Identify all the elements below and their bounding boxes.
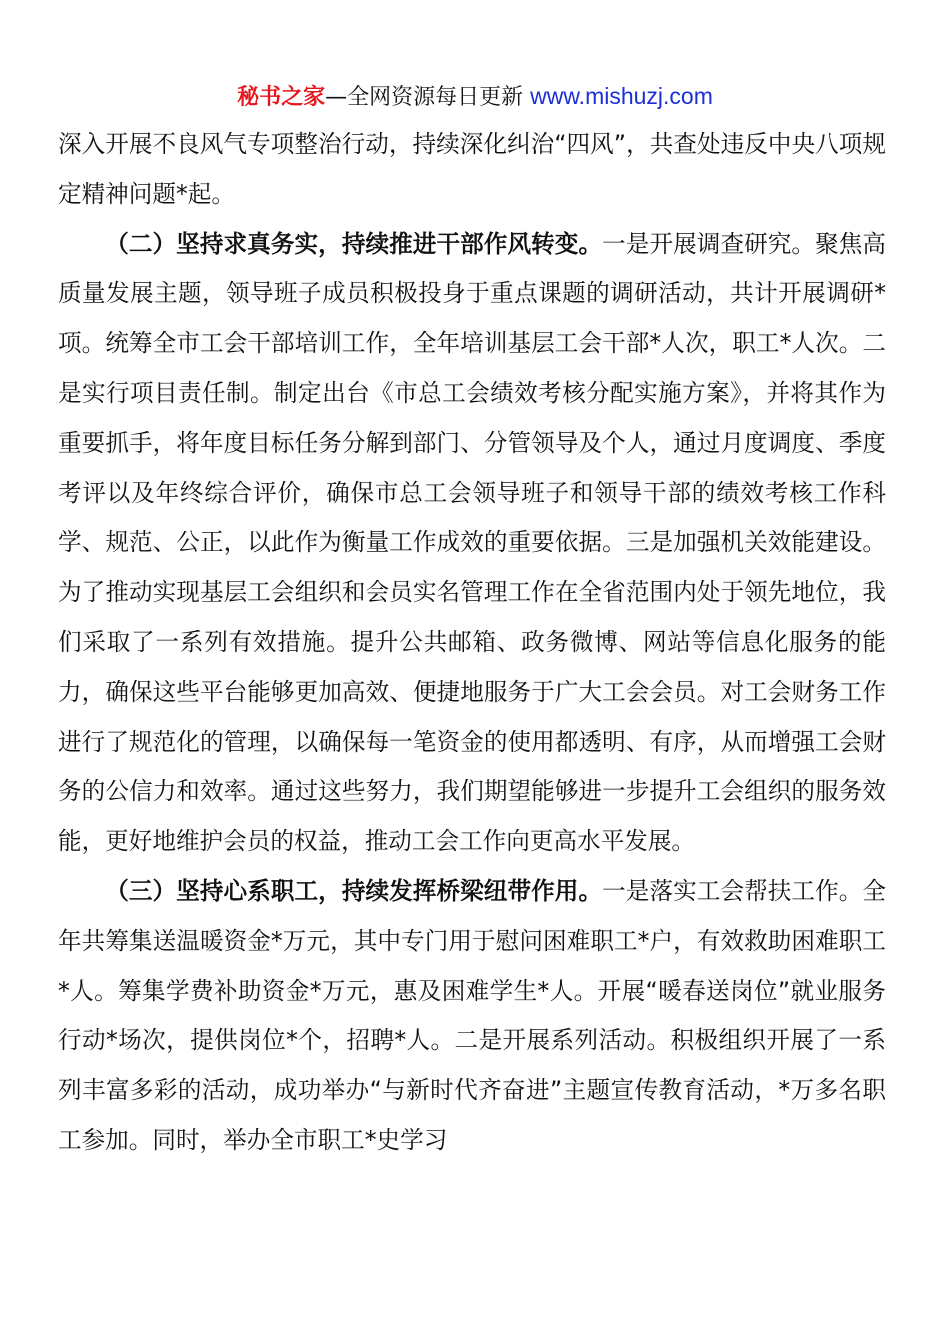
site-banner bbox=[0, 80, 950, 114]
paragraph-text: 一是开展调查研究。聚焦高质量发展主题，领导班子成员积极投身于重点课题的调研活动，共计开展调研*项。统筹全市工会干部培训工作，全年培训基层工会干部*人次，职工*人次。二是实行项目责任制。制定出台《市总工会绩效考核分配实施方案》，并将其作为重要抓手，将年度目标任务分解到部门、分管领导及个人，通过月度调度、季度考评以及年终综合评价，确保市总工会领导班子和领导干部的绩效考核工作科学、规范、公正，以此作为衡量工作成效的重要依据。三是加强机关效能建设。为了推动实现基层工会组织和会员实名管理工作在全省范围内处于领先地位，我们采取了一系列有效措施。提升公共邮箱、政务微博、网站等信息化服务的能力，确保这些平台能够更加高效、便捷地服务于广大工会会员。对工会财务工作进行了规范化的管理，以确保每一笔资金的使用都透明、有序，从而增强工会财务的公信力和效率。通过这些努力，我们期望能够进一步提升工会组织的服务效能，更好地维护会员的权益，推动工会工作向更高水平发展。 bbox=[58, 229, 887, 856]
section-heading: （二）坚持求真务实，持续推进干部作风转变。 bbox=[105, 229, 603, 258]
document-body bbox=[58, 120, 886, 1166]
site-tagline: —全网资源每日更新 bbox=[325, 85, 531, 110]
paragraph-section-2 bbox=[58, 220, 886, 867]
paragraph-continuation bbox=[58, 120, 886, 220]
paragraph-section-3 bbox=[58, 867, 886, 1166]
paragraph-text: 深入开展不良风气专项整治行动，持续深化纠治“四风”，共查处违反中央八项规定精神问题*起。 bbox=[58, 130, 886, 208]
section-heading: （三）坚持心系职工，持续发挥桥梁纽带作用。 bbox=[105, 876, 603, 905]
site-brand: 秘书之家 bbox=[237, 85, 326, 110]
paragraph-text: 一是落实工会帮扶工作。全年共筹集送温暖资金*万元，其中专门用于慰问困难职工*户，有效救助困难职工*人。筹集学费补助资金*万元，惠及困难学生*人。开展“暖春送岗位”就业服务行动*场次，提供岗位*个，招聘*人。二是开展系列活动。积极组织开展了一系列丰富多彩的活动，成功举办“与新时代齐奋进”主题宣传教育活动，*万多名职工参加。同时，举办全市职工*史学习 bbox=[58, 876, 887, 1154]
site-url-link[interactable]: www.mishuzj.com bbox=[530, 83, 713, 109]
